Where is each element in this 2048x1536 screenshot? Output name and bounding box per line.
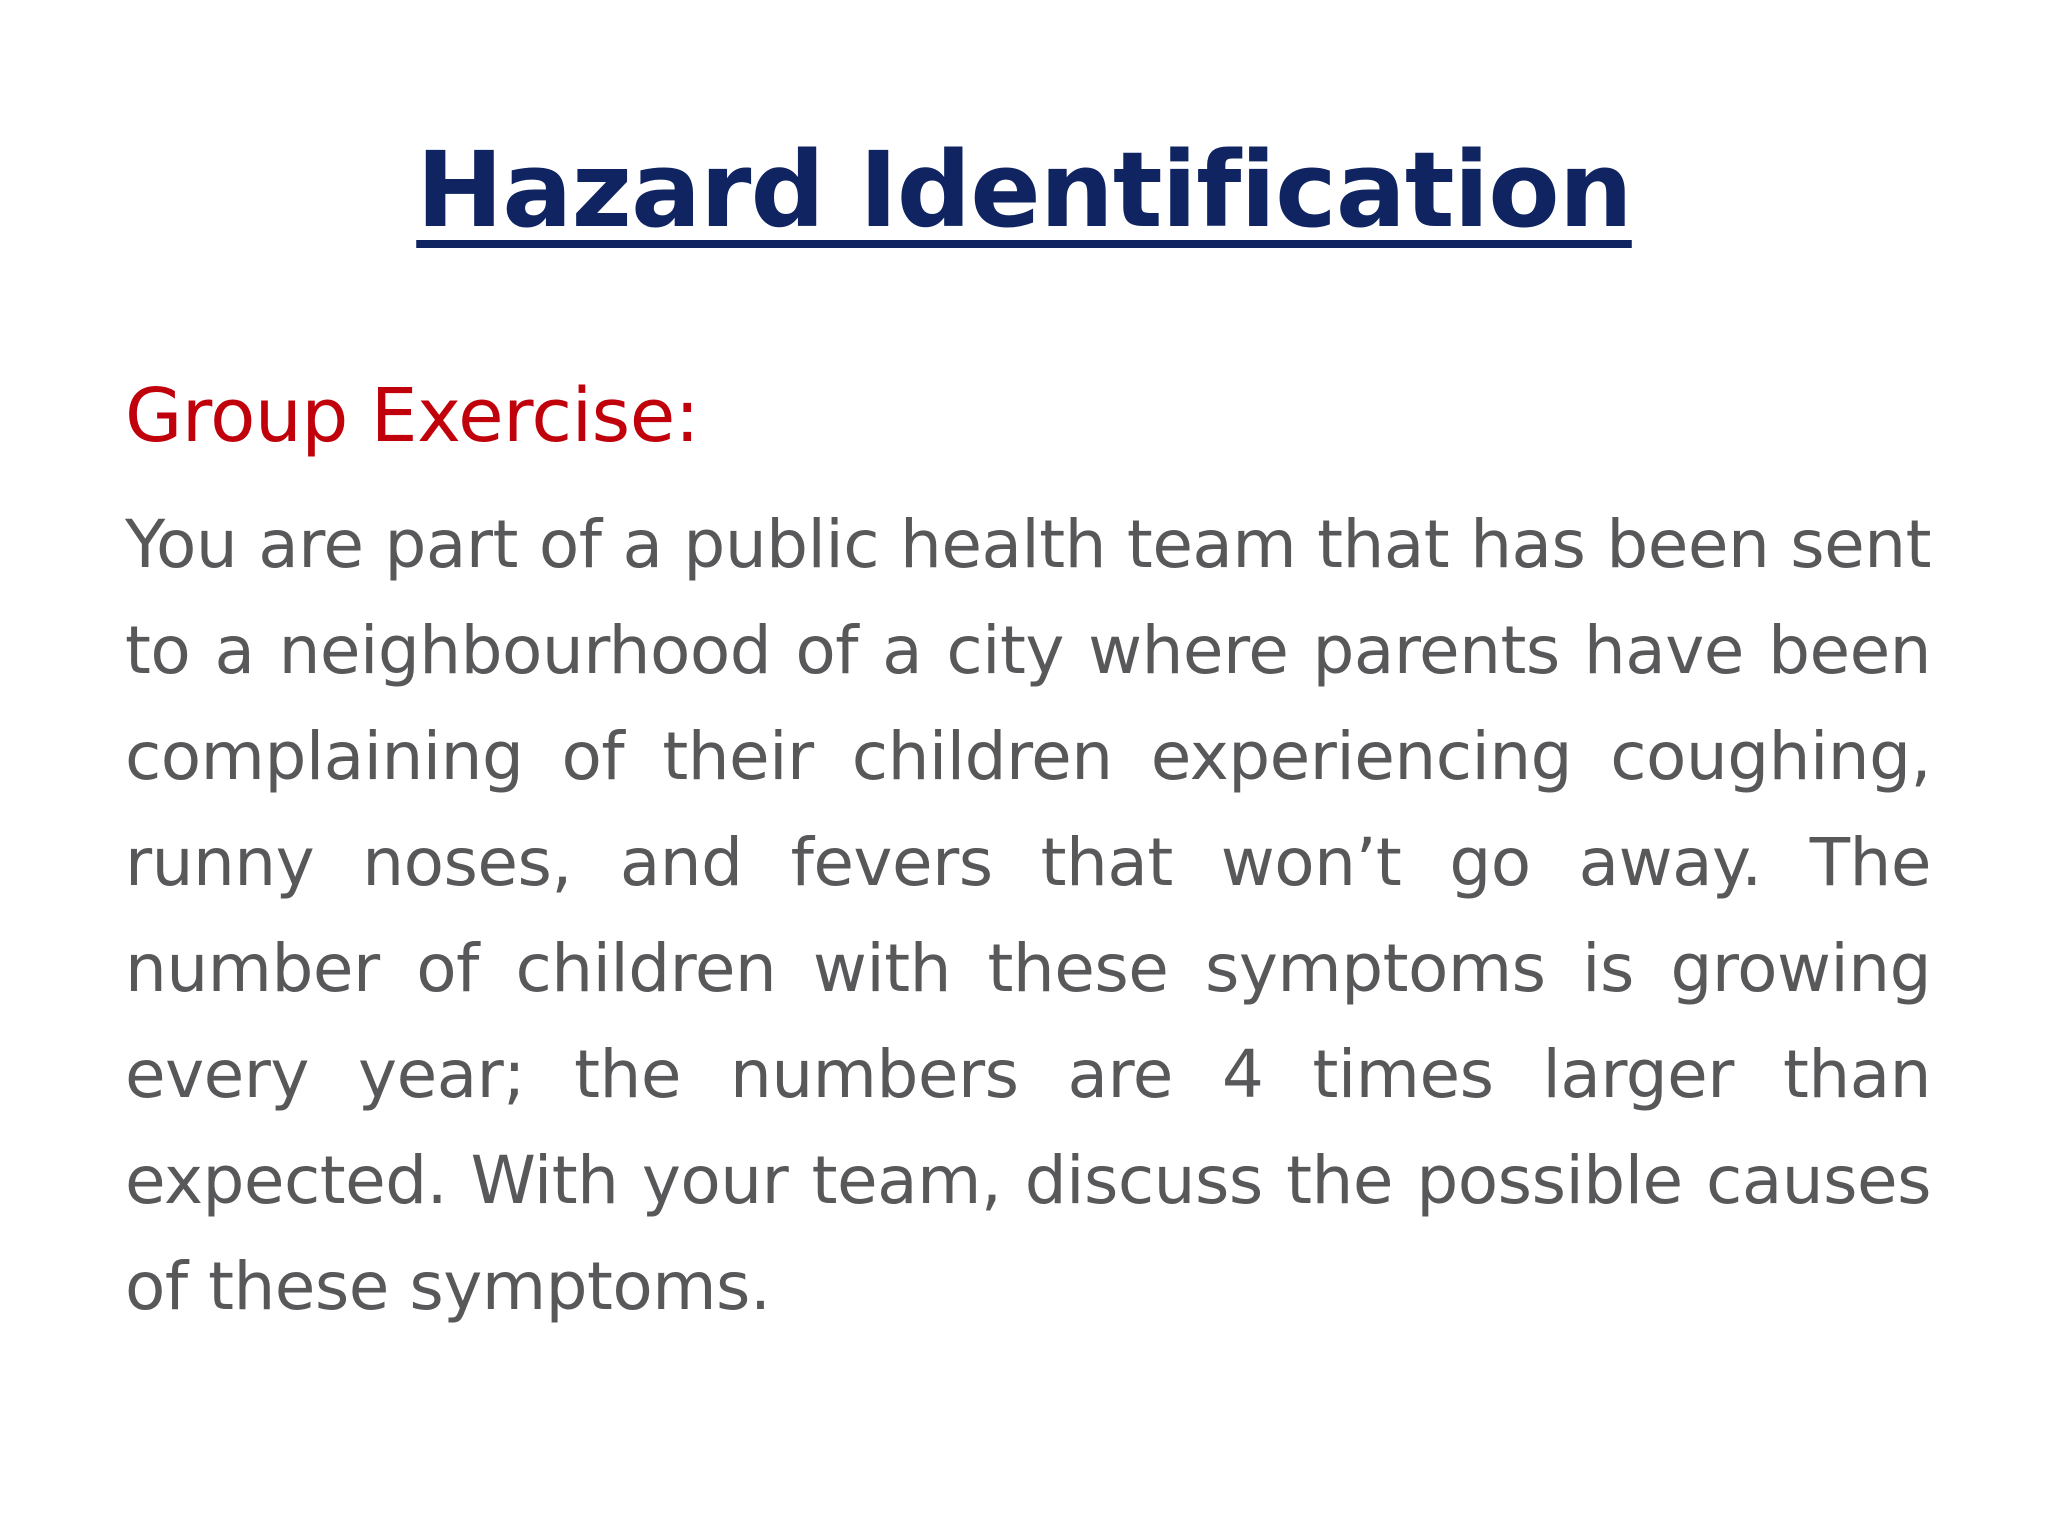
slide-subtitle: Group Exercise: (125, 373, 700, 459)
slide-title: Hazard Identification (416, 129, 1632, 251)
slide-body-text: You are part of a public health team that has been sent to a neighbourhood of a city where parents have been complaining of their children experiencing coughing, runny noses, and fevers that won’t go away. The number of children with these symptoms is growing every year; the numbers are 4 times larger than expected. With your team, discuss the possible causes of these symptoms. (125, 506, 1931, 1325)
